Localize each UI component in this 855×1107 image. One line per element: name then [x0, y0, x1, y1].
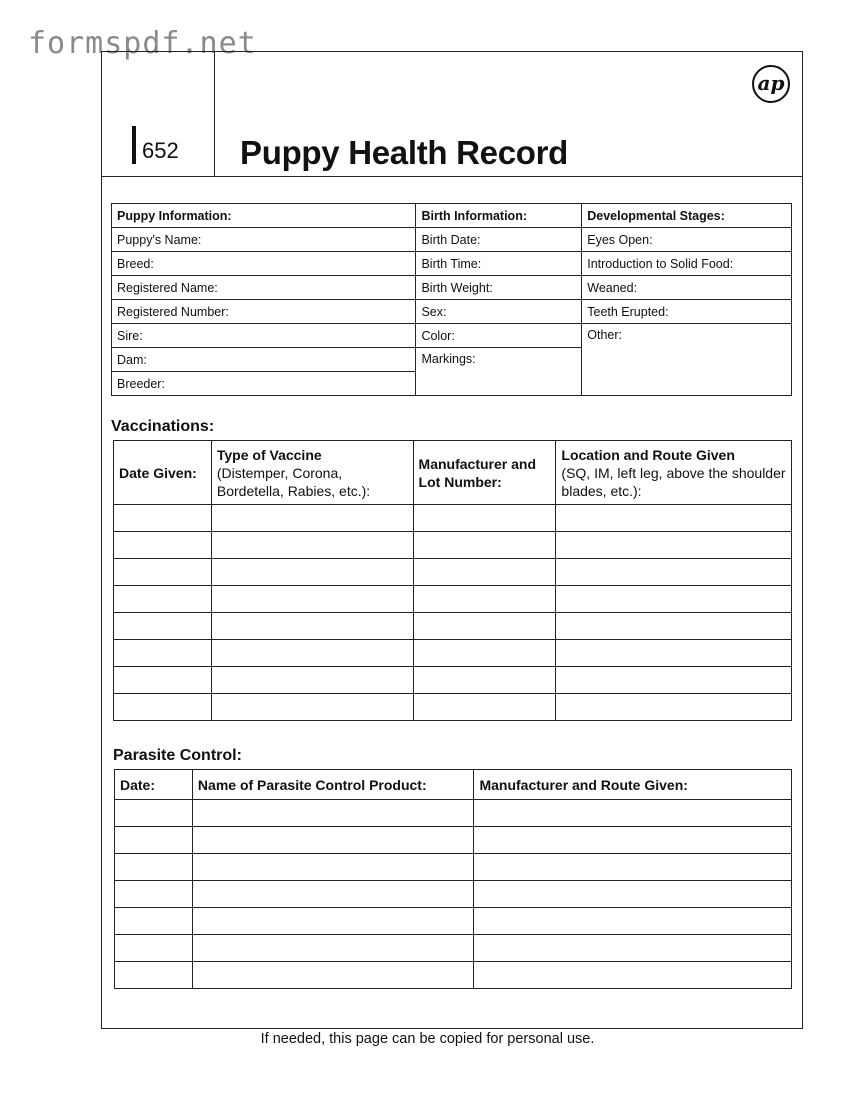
- cell[interactable]: [556, 532, 792, 559]
- table-row: [115, 935, 792, 962]
- table-row: [115, 827, 792, 854]
- cell[interactable]: [114, 640, 212, 667]
- cell[interactable]: [413, 613, 556, 640]
- cell[interactable]: [556, 694, 792, 721]
- vaccinations-title: Vaccinations:: [111, 418, 215, 435]
- cell[interactable]: [413, 694, 556, 721]
- table-row: [114, 667, 792, 694]
- col-vaccine-type-hint: (Distemper, Corona, Bordetella, Rabies, etc.):: [216, 464, 371, 499]
- watermark: formspdf.net: [28, 26, 257, 61]
- cell[interactable]: [556, 667, 792, 694]
- cell[interactable]: [192, 908, 474, 935]
- puppy-info-table: [111, 203, 792, 396]
- cell[interactable]: [211, 532, 413, 559]
- teeth-erupted-field[interactable]: Teeth Erupted:: [582, 300, 792, 324]
- breed-field[interactable]: Breed:: [112, 252, 416, 276]
- table-row: [114, 694, 792, 721]
- cell[interactable]: [474, 908, 792, 935]
- cell[interactable]: [192, 854, 474, 881]
- breeder-field[interactable]: Breeder:: [112, 372, 416, 396]
- table-row: [112, 252, 792, 276]
- table-row: [112, 228, 792, 252]
- cell[interactable]: [211, 667, 413, 694]
- registered-number-field[interactable]: Registered Number:: [112, 300, 416, 324]
- birth-info-header: Birth Information:: [416, 204, 582, 228]
- registered-name-field[interactable]: Registered Name:: [112, 276, 416, 300]
- birth-date-field[interactable]: Birth Date:: [416, 228, 582, 252]
- header-rule: [101, 176, 803, 177]
- table-header-row: [114, 441, 792, 505]
- table-row: [114, 640, 792, 667]
- cell[interactable]: [474, 962, 792, 989]
- sex-field[interactable]: Sex:: [416, 300, 582, 324]
- cell[interactable]: [115, 935, 193, 962]
- cell[interactable]: [474, 827, 792, 854]
- cell[interactable]: [115, 800, 193, 827]
- table-row: [112, 324, 792, 348]
- cell[interactable]: [211, 640, 413, 667]
- cell[interactable]: [115, 908, 193, 935]
- cell[interactable]: [413, 667, 556, 694]
- parasite-control-title: Parasite Control:: [113, 747, 242, 764]
- cell[interactable]: [115, 827, 193, 854]
- header-divider: [214, 51, 215, 177]
- ap-logo-icon: ap: [752, 65, 790, 103]
- cell[interactable]: [115, 962, 193, 989]
- cell[interactable]: [192, 881, 474, 908]
- cell[interactable]: [114, 586, 212, 613]
- cell[interactable]: [114, 613, 212, 640]
- table-row: [115, 854, 792, 881]
- cell[interactable]: [556, 505, 792, 532]
- cell[interactable]: [474, 935, 792, 962]
- cell[interactable]: [556, 640, 792, 667]
- birth-time-field[interactable]: Birth Time:: [416, 252, 582, 276]
- table-row: [114, 532, 792, 559]
- col-vaccine-type: [211, 441, 413, 505]
- cell[interactable]: [114, 532, 212, 559]
- cell[interactable]: [413, 559, 556, 586]
- cell[interactable]: [413, 586, 556, 613]
- col-location-route-hint: (SQ, IM, left leg, above the shoulder blades, etc.):: [561, 464, 786, 499]
- puppy-info-header: Puppy Information:: [112, 204, 416, 228]
- dev-stages-header: Developmental Stages:: [582, 204, 792, 228]
- page-title: Puppy Health Record: [240, 134, 569, 171]
- cell[interactable]: [556, 586, 792, 613]
- table-row: [115, 881, 792, 908]
- table-row: [114, 613, 792, 640]
- cell[interactable]: [474, 800, 792, 827]
- col-date: Date:: [115, 770, 193, 800]
- birth-weight-field[interactable]: Birth Weight:: [416, 276, 582, 300]
- table-row: [114, 505, 792, 532]
- markings-field[interactable]: Markings:: [416, 348, 582, 396]
- vaccinations-table: [113, 440, 792, 721]
- cell[interactable]: [192, 800, 474, 827]
- cell[interactable]: [192, 962, 474, 989]
- cell[interactable]: [114, 559, 212, 586]
- other-field[interactable]: Other:: [582, 324, 792, 396]
- cell[interactable]: [413, 532, 556, 559]
- cell[interactable]: [115, 881, 193, 908]
- cell[interactable]: [115, 854, 193, 881]
- col-product-name: Name of Parasite Control Product:: [192, 770, 474, 800]
- parasite-control-table: [114, 769, 792, 989]
- form-number: [132, 126, 179, 164]
- col-manufacturer-route: Manufacturer and Route Given:: [474, 770, 792, 800]
- cell[interactable]: [413, 640, 556, 667]
- table-row: [114, 559, 792, 586]
- puppy-name-field[interactable]: Puppy's Name:: [112, 228, 416, 252]
- cell[interactable]: [556, 613, 792, 640]
- dam-field[interactable]: Dam:: [112, 348, 416, 372]
- cell[interactable]: [556, 559, 792, 586]
- cell[interactable]: [192, 827, 474, 854]
- table-row: [114, 586, 792, 613]
- col-location-route: [556, 441, 792, 505]
- cell[interactable]: [211, 559, 413, 586]
- cell[interactable]: [114, 667, 212, 694]
- solid-food-field[interactable]: Introduction to Solid Food:: [582, 252, 792, 276]
- cell[interactable]: [114, 505, 212, 532]
- cell[interactable]: [413, 505, 556, 532]
- col-vaccine-type-title: Type of Vaccine: [216, 446, 322, 463]
- cell[interactable]: [192, 935, 474, 962]
- cell[interactable]: [474, 881, 792, 908]
- color-field[interactable]: Color:: [416, 324, 582, 348]
- table-row: [112, 276, 792, 300]
- cell[interactable]: [474, 854, 792, 881]
- table-header-row: [115, 770, 792, 800]
- form-number-text: 652: [142, 138, 179, 163]
- weaned-field[interactable]: Weaned:: [582, 276, 792, 300]
- table-row: [115, 962, 792, 989]
- col-location-route-title: Location and Route Given: [561, 446, 735, 463]
- table-row: [112, 204, 792, 228]
- footer-note: If needed, this page can be copied for personal use.: [260, 1031, 595, 1047]
- eyes-open-field[interactable]: Eyes Open:: [582, 228, 792, 252]
- form-number-bar: [132, 126, 136, 164]
- cell[interactable]: [211, 586, 413, 613]
- cell[interactable]: [211, 505, 413, 532]
- sire-field[interactable]: Sire:: [112, 324, 416, 348]
- cell[interactable]: [114, 694, 212, 721]
- table-row: [115, 908, 792, 935]
- cell[interactable]: [211, 694, 413, 721]
- table-row: [115, 800, 792, 827]
- col-date-given: Date Given:: [114, 441, 212, 505]
- col-manufacturer-lot: Manufacturer and Lot Number:: [413, 441, 556, 505]
- cell[interactable]: [211, 613, 413, 640]
- table-row: [112, 300, 792, 324]
- vaccinations-rows: [114, 505, 792, 721]
